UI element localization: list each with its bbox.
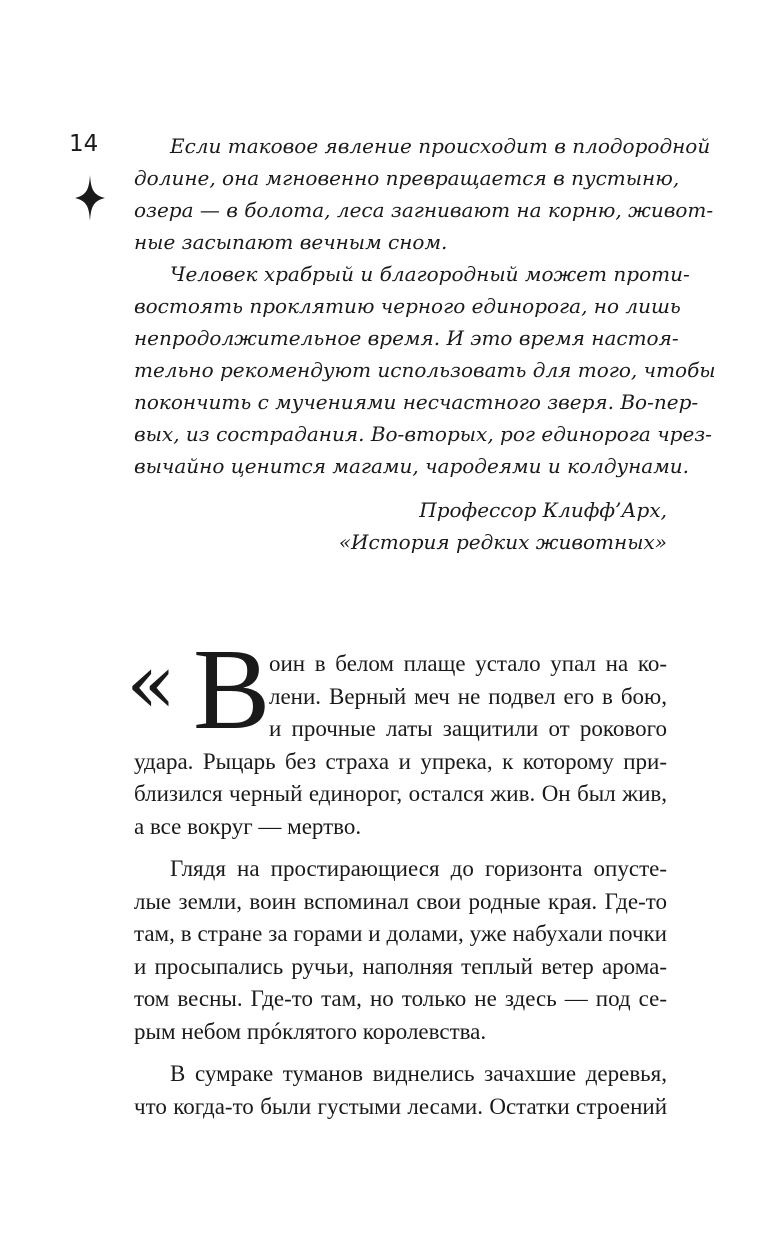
body-paragraph-3 <box>134 1058 667 1123</box>
body-line: что когда-то были густыми лесами. Остатки строений <box>134 1093 667 1119</box>
epigraph-line: Если таковое явление происходит в плодородной <box>170 134 711 158</box>
attribution-author: Профессор Клифф’Арх, <box>419 498 667 522</box>
body-line: лени. Верный меч не подвел его в бою, <box>269 683 667 709</box>
epigraph-line: покончить с мучениями несчастного зверя. Во-пер- <box>134 390 699 414</box>
body-line: Глядя на простирающиеся до горизонта опусте- <box>170 856 667 881</box>
epigraph-line: долине, она мгновенно превращается в пустыню, <box>134 166 680 190</box>
body-paragraph-1 <box>134 648 667 843</box>
epigraph-line: вычайно ценится магами, чародеями и колдунами. <box>134 454 690 478</box>
body-line: рым небом прóклятого королевства. <box>134 1018 487 1044</box>
body-line: лые земли, воин вспоминал свои родные края. Где-то <box>134 888 667 914</box>
epigraph-paragraph-2 <box>134 258 716 482</box>
epigraph-line: озера — в болота, леса загнивают на корню, живот- <box>134 198 714 222</box>
star-ornament-icon <box>75 175 105 221</box>
epigraph-line: непродолжительное время. И это время настоя- <box>134 326 679 350</box>
chapter-body <box>134 648 667 1123</box>
epigraph-paragraph-1 <box>134 130 714 258</box>
epigraph-attribution <box>339 494 667 558</box>
epigraph <box>134 130 716 482</box>
epigraph-line: вых, из сострадания. Во-вторых, рог единорога чрез- <box>134 422 712 446</box>
body-line: том весны. Где-то там, но только не здесь — под се- <box>134 986 667 1011</box>
body-line: оин в белом плаще устало упал на ко- <box>269 651 667 676</box>
body-line: и прочные латы защитили от рокового <box>269 716 667 741</box>
epigraph-line: ные засыпают вечным сном. <box>134 230 448 254</box>
epigraph-line: востоять проклятию черного единорога, но лишь <box>134 294 681 318</box>
attribution-source: «История редких животных» <box>338 530 667 554</box>
body-line: там, в стране за горами и долами, уже набухали почки <box>134 921 667 946</box>
drop-cap-letter: В <box>193 626 271 754</box>
body-line: близился черный единорог, остался жив. Он был жив, <box>134 781 667 806</box>
body-line: В сумраке туманов виднелись зачахшие деревья, <box>170 1061 667 1086</box>
body-line: и просыпались ручьи, наполняя теплый ветер арома- <box>134 953 667 979</box>
epigraph-line: тельно рекомендуют использовать для того, чтобы <box>134 358 716 382</box>
body-paragraph-2 <box>134 853 667 1048</box>
body-line: а все вокруг — мертво. <box>134 813 362 839</box>
drop-quote-mark: « <box>126 637 177 732</box>
body-line: удара. Рыцарь без страха и упрека, к которому при- <box>134 748 667 774</box>
epigraph-line: Человек храбрый и благородный может проти- <box>170 262 690 286</box>
page-number: 14 <box>69 131 99 157</box>
